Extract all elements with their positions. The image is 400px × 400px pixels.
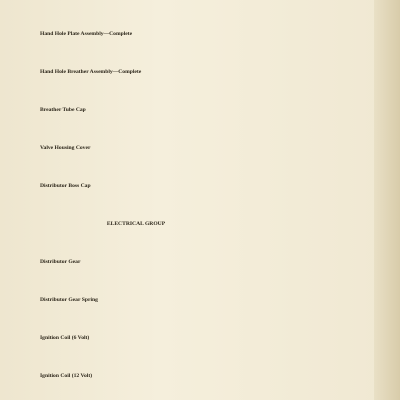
- parts-row: [6, 220, 366, 228]
- part-price: [190, 258, 250, 266]
- part-number: [6, 144, 40, 152]
- group-heading: ELECTRICAL GROUP: [106, 221, 166, 227]
- part-number: [6, 334, 40, 342]
- part-price: [190, 68, 250, 76]
- parts-row: [6, 258, 366, 266]
- part-number: [6, 296, 40, 304]
- part-description: Hand Hole Plate Assembly—Complete: [40, 31, 133, 37]
- part-number: [6, 68, 40, 76]
- part-price: [190, 30, 250, 38]
- part-description: Breather Tube Cap: [40, 107, 86, 113]
- part-number: [6, 106, 40, 114]
- part-price: [190, 106, 250, 114]
- part-price: [190, 182, 250, 190]
- part-number: [6, 372, 40, 380]
- parts-list: [6, 0, 366, 380]
- part-description: Ignition Coil (12 Volt): [40, 373, 93, 379]
- part-description: Hand Hole Breather Assembly—Complete: [40, 69, 142, 75]
- parts-row: [6, 30, 366, 38]
- part-price: [190, 334, 250, 342]
- part-description: Ignition Coil (6 Volt): [40, 335, 90, 341]
- parts-row: [6, 296, 366, 304]
- part-number: [6, 30, 40, 38]
- part-price: [190, 296, 250, 304]
- parts-row: [6, 182, 366, 190]
- parts-row: [6, 68, 366, 76]
- part-description: Distributor Gear: [40, 259, 81, 265]
- parts-row: [6, 144, 366, 152]
- parts-row: [6, 334, 366, 342]
- parts-row: [6, 372, 366, 380]
- part-description: Distributor Gear Spring: [40, 297, 98, 303]
- part-description: Valve Housing Cover: [40, 145, 91, 151]
- part-description: Distributor Boss Cap: [40, 183, 91, 189]
- part-number: [6, 182, 40, 190]
- part-number: [6, 258, 40, 266]
- part-price: [190, 372, 250, 380]
- part-price: [190, 144, 250, 152]
- parts-row: [6, 106, 366, 114]
- page-edge: [374, 0, 400, 400]
